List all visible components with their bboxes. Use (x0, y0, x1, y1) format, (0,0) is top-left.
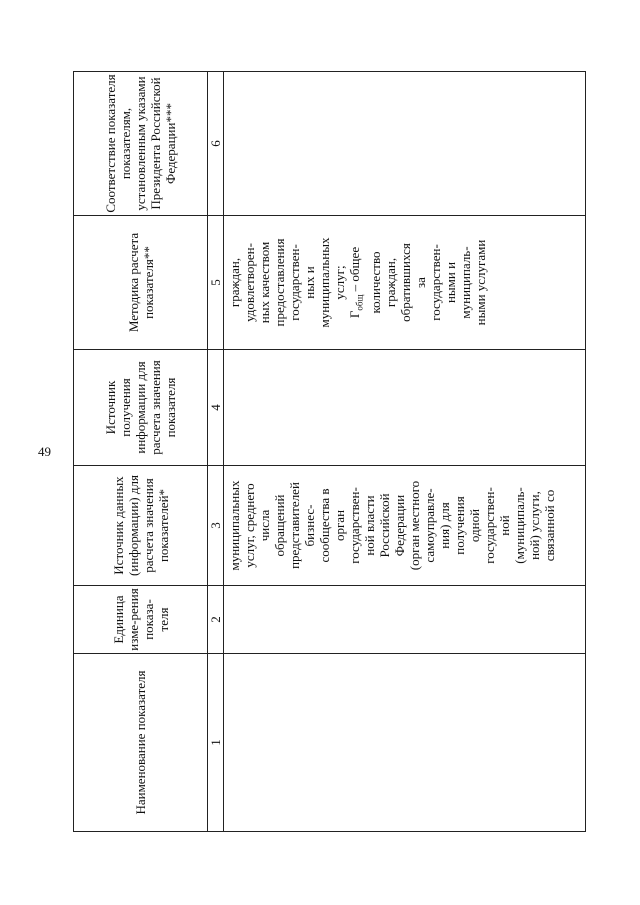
text-line: получения (452, 496, 467, 555)
text-line: сообщества в (317, 488, 332, 563)
column-number: 3 (208, 466, 224, 586)
header-indicator-name: Наименование показателя (74, 654, 208, 832)
text-line: удовлетворен- (242, 243, 257, 322)
text-line: обращений (272, 494, 287, 557)
text-line: ной) услуги, (527, 491, 542, 560)
header-compliance: Соответствие показателя показателям, установленным указами Президента Российской Федерации*** (74, 72, 208, 216)
text-line: муниципаль- (457, 246, 473, 319)
cell-method (224, 216, 586, 350)
text-line: количество (367, 251, 383, 314)
text-line: граждан, (227, 257, 242, 308)
text-line: государствен- (347, 487, 362, 564)
text-line: Федерации (392, 494, 407, 557)
text-line: ными услугами (472, 239, 488, 326)
text-line: связанной со (542, 489, 557, 562)
text-line: за (412, 277, 428, 288)
text-line: граждан, (382, 257, 398, 308)
text-line: представителей (287, 482, 302, 569)
cell-compliance (224, 72, 586, 216)
table-header-row (74, 72, 208, 832)
text-line: государствен- (427, 244, 443, 321)
text-line: государствен- (482, 487, 497, 564)
text-line: предоставления (272, 238, 287, 327)
text-line: одной (467, 508, 482, 543)
indicator-table (73, 71, 586, 832)
variable-symbol: Г (347, 310, 362, 319)
text-line: бизнес- (302, 504, 317, 547)
text-line: обратившихся (397, 243, 413, 322)
text-line: ных качеством (257, 241, 272, 324)
rotated-table-wrapper (73, 72, 586, 832)
text-line: муниципальных (317, 237, 332, 328)
text-line: ния) для (437, 502, 452, 549)
header-method: Методика расчета показателя** (74, 216, 208, 350)
column-number: 4 (208, 350, 224, 466)
text-line: ных и (302, 266, 317, 299)
cell-info-source (224, 350, 586, 466)
text-line: государствен- (287, 244, 302, 321)
text-line: Российской (377, 493, 392, 558)
text-line: числа (257, 509, 272, 542)
column-number: 2 (208, 586, 224, 654)
column-number-row (208, 72, 224, 832)
text-line: муниципальных (227, 480, 242, 571)
header-data-source: Источник данных (информации) для расчета значения показателей* (74, 466, 208, 586)
text-line: услуг, среднего (242, 483, 257, 568)
text-line: ной власти (362, 495, 377, 556)
variable-subscript: общ (354, 294, 365, 311)
column-number: 5 (208, 216, 224, 350)
header-unit: Единица изме-рения показа-теля (74, 586, 208, 654)
column-number: 6 (208, 72, 224, 216)
column-number: 1 (208, 654, 224, 832)
cell-indicator-name (224, 654, 586, 832)
cell-unit (224, 586, 586, 654)
table-body-row (224, 72, 586, 832)
formula-text: – общее (347, 246, 362, 295)
text-line: услуг; (332, 265, 347, 300)
text-line: (муниципаль- (512, 487, 527, 564)
text-line: ной (497, 515, 512, 536)
page-number: 49 (38, 444, 51, 459)
header-info-source: Источник получения информации для расчета значения показателя (74, 350, 208, 466)
text-line: самоуправле- (422, 488, 437, 563)
text-line: орган (332, 509, 347, 542)
formula-line (347, 217, 368, 348)
text-line: (орган местного (407, 480, 422, 571)
cell-data-source (224, 466, 586, 586)
text-line: ными и (442, 261, 458, 304)
